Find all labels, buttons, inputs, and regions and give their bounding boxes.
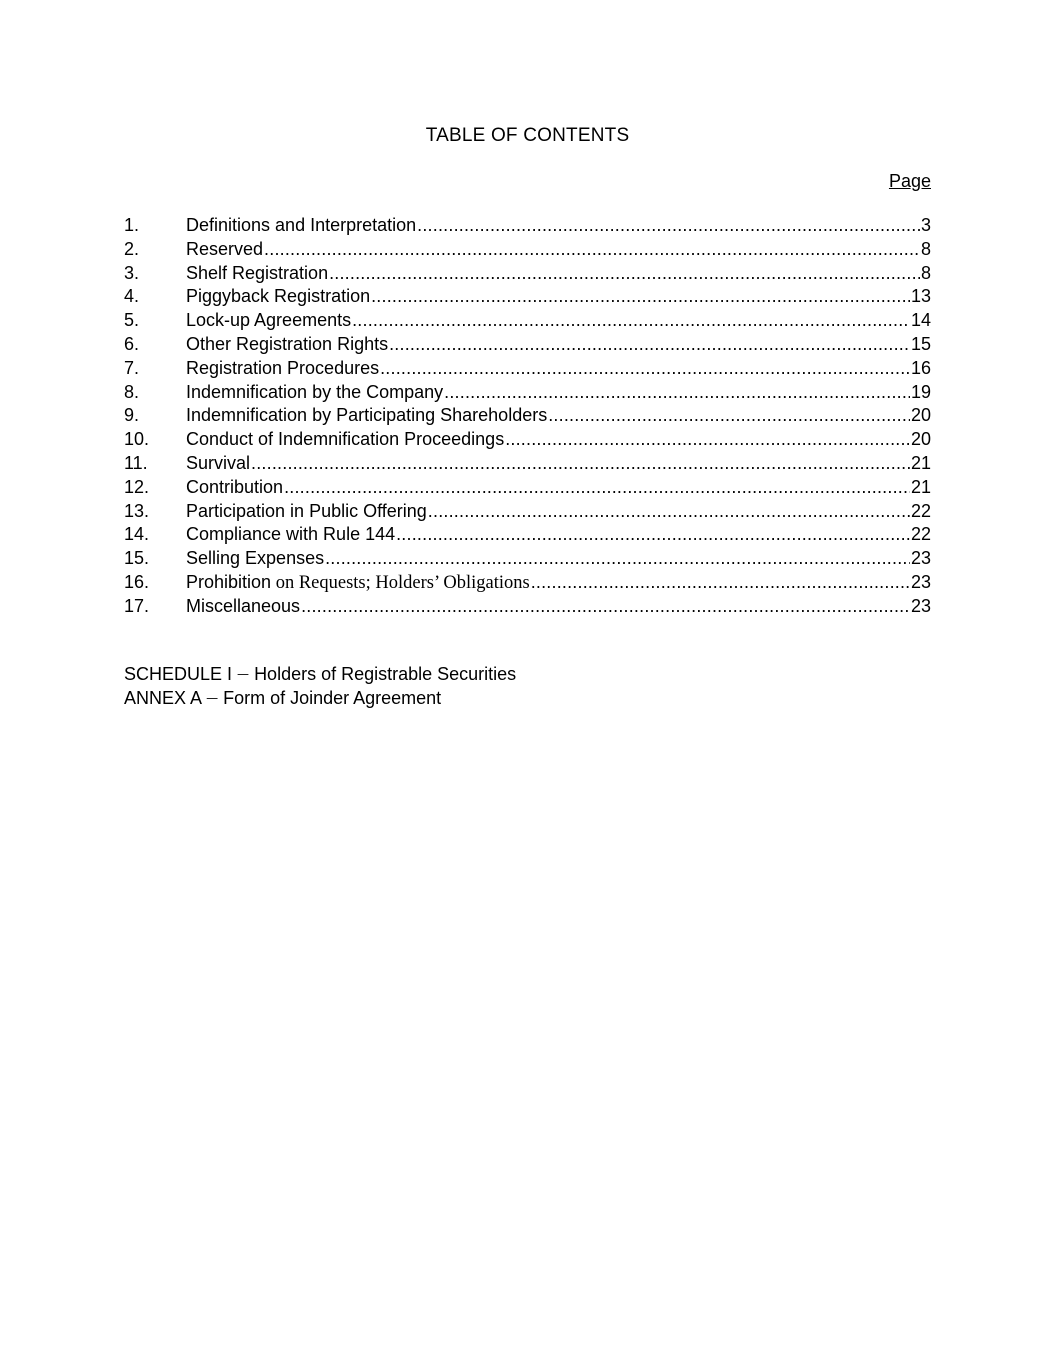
- toc-entry-number: 6.: [124, 333, 140, 354]
- toc-entry-shelf-registration[interactable]: [124, 262, 931, 286]
- toc-entry-label: Contribution: [186, 476, 284, 497]
- toc-entry-label: Shelf Registration: [186, 262, 329, 283]
- toc-entry-number: 16.: [124, 571, 150, 592]
- toc-entry-contribution[interactable]: [124, 476, 931, 500]
- toc-dot-leader: [531, 571, 910, 595]
- toc-entry-number: 9.: [124, 405, 140, 426]
- toc-entry-page: 20: [910, 429, 931, 450]
- toc-dot-leader: [380, 357, 910, 381]
- toc-entry-label: Reserved: [186, 238, 264, 259]
- em-dash: —: [237, 667, 250, 681]
- toc-entry-label: Conduct of Indemnification Proceedings: [186, 429, 505, 450]
- toc-entry-number: 3.: [124, 262, 140, 283]
- toc-entry-page: 21: [910, 452, 931, 473]
- toc-entry-rule-144[interactable]: [124, 523, 931, 547]
- toc-entry-lock-up-agreements[interactable]: [124, 309, 931, 333]
- toc-entry-page: 16: [910, 357, 931, 378]
- toc-entry-label-part: Prohibition: [186, 571, 272, 592]
- toc-entry-miscellaneous[interactable]: [124, 595, 931, 619]
- toc-entry-page: 8: [920, 238, 931, 259]
- toc-dot-leader: [444, 381, 910, 405]
- toc-dot-leader: [251, 452, 910, 476]
- page-title: TABLE OF CONTENTS: [425, 125, 630, 146]
- toc-dot-leader: [301, 595, 910, 619]
- toc-entry-reserved[interactable]: [124, 238, 931, 262]
- toc-entry-label: Lock-up Agreements: [186, 310, 352, 331]
- toc-entry-page: 8: [920, 262, 931, 283]
- toc-dot-leader: [389, 333, 910, 357]
- toc-entry-page: 23: [910, 595, 931, 616]
- toc-entry-page: 14: [910, 310, 931, 331]
- annex-label: ANNEX A: [124, 688, 202, 708]
- toc-entry-label: Survival: [186, 452, 251, 473]
- toc-dot-leader: [352, 309, 910, 333]
- toc-entry-label: Other Registration Rights: [186, 333, 389, 354]
- toc-entry-page: 15: [910, 333, 931, 354]
- toc-dot-leader: [325, 547, 910, 571]
- toc-dot-leader: [428, 500, 910, 524]
- toc-entry-number: 8.: [124, 381, 140, 402]
- toc-entry-page: 23: [910, 548, 931, 569]
- toc-entry-registration-procedures[interactable]: [124, 357, 931, 381]
- toc-entry-definitions[interactable]: [124, 214, 931, 238]
- annex-link[interactable]: [124, 686, 516, 710]
- toc-dot-leader: [548, 404, 910, 428]
- schedule-text: Holders of Registrable Securities: [254, 664, 517, 684]
- toc-entry-other-registration-rights[interactable]: [124, 333, 931, 357]
- toc-entry-label: Definitions and Interpretation: [186, 215, 417, 235]
- toc-dot-leader: [329, 262, 920, 286]
- toc-entry-label: Indemnification by Participating Shareholders: [186, 405, 548, 426]
- toc-entry-public-offering[interactable]: [124, 500, 931, 524]
- schedule-label: SCHEDULE I: [124, 664, 233, 684]
- toc-entry-number: 5.: [124, 310, 140, 331]
- annex-text: Form of Joinder Agreement: [223, 688, 442, 708]
- toc-entry-piggyback-registration[interactable]: [124, 285, 931, 309]
- toc-list: [124, 214, 931, 619]
- em-dash: —: [206, 691, 219, 705]
- schedule-link[interactable]: [124, 662, 516, 686]
- toc-entry-label: Indemnification by the Company: [186, 381, 444, 402]
- toc-entry-survival[interactable]: [124, 452, 931, 476]
- toc-entry-number: 10.: [124, 429, 150, 450]
- toc-entry-page: 22: [910, 500, 931, 521]
- toc-entry-label: Piggyback Registration: [186, 286, 371, 307]
- toc-entry-page: 21: [910, 476, 931, 497]
- toc-entry-number: 2.: [124, 238, 140, 259]
- toc-entry-page: 20: [910, 405, 931, 426]
- annexes-block: [124, 662, 516, 710]
- toc-entry-number: 1.: [124, 215, 140, 235]
- toc-entry-number: 17.: [124, 595, 150, 616]
- toc-entry-number: 11.: [124, 452, 148, 473]
- toc-entry-number: 13.: [124, 500, 150, 521]
- toc-entry-indemnification-company[interactable]: [124, 381, 931, 405]
- toc-dot-leader: [505, 428, 910, 452]
- toc-dot-leader: [264, 238, 920, 262]
- toc-entry-number: 12.: [124, 476, 150, 497]
- toc-dot-leader: [371, 285, 910, 309]
- toc-entry-label: Participation in Public Offering: [186, 500, 427, 521]
- toc-entry-page: 13: [910, 286, 931, 307]
- toc-entry-number: 7.: [124, 357, 140, 378]
- toc-entry-page: 3: [920, 215, 931, 235]
- toc-entry-prohibition[interactable]: [124, 571, 931, 595]
- toc-entry-label: Registration Procedures: [186, 357, 380, 378]
- toc-entry-page: 19: [910, 381, 931, 402]
- toc-dot-leader: [396, 523, 910, 547]
- toc-dot-leader: [417, 214, 920, 238]
- toc-entry-label: Miscellaneous: [186, 595, 301, 616]
- page-column-header: Page: [888, 171, 931, 191]
- toc-entry-number: 4.: [124, 286, 140, 307]
- toc-entry-label: Compliance with Rule 144: [186, 524, 396, 545]
- toc-entry-label: Selling Expenses: [186, 548, 325, 569]
- toc-entry-page: 23: [910, 571, 931, 592]
- toc-entry-selling-expenses[interactable]: [124, 547, 931, 571]
- toc-entry-label-part: on Requests; Holders’ Obligations: [271, 572, 530, 593]
- toc-entry-label: [186, 571, 530, 596]
- toc-entry-conduct-of-proceedings[interactable]: [124, 428, 931, 452]
- toc-entry-indemnification-shareholders[interactable]: [124, 404, 931, 428]
- toc-dot-leader: [284, 476, 910, 500]
- toc-entry-page: 22: [910, 524, 931, 545]
- toc-entry-number: 14.: [124, 524, 150, 545]
- toc-entry-number: 15.: [124, 548, 150, 569]
